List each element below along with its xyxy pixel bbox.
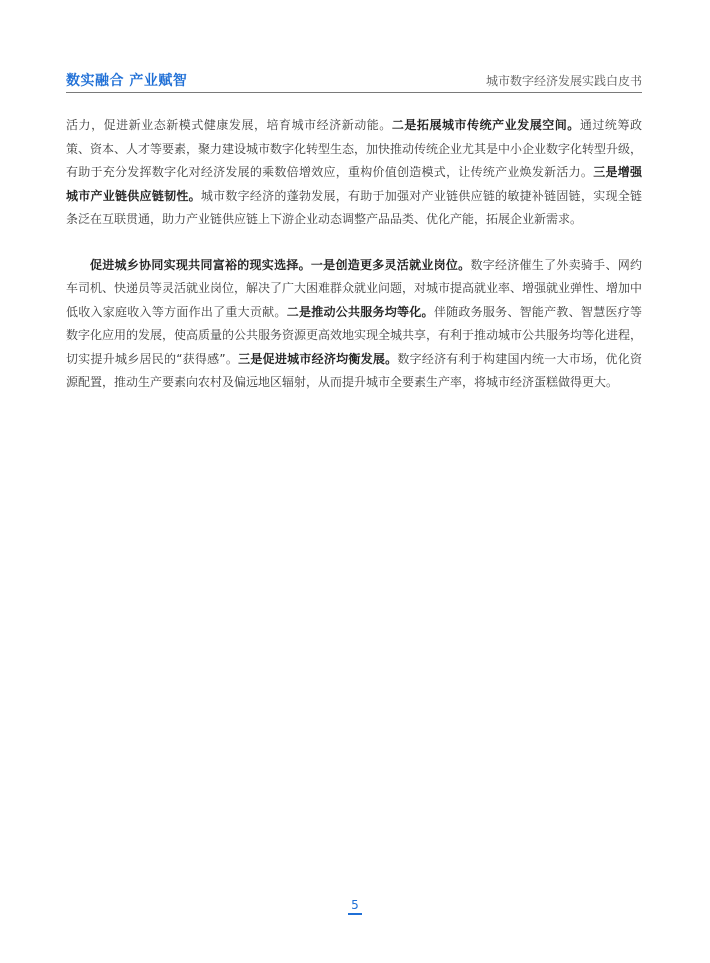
page-footer — [0, 894, 710, 915]
paragraph-bold-text: 一是创造更多灵活就业岗位。 — [310, 257, 471, 272]
paragraph-text: 数字经济催生了外卖骑手、网约车司机、快递员等灵活就业岗位，解决了广大困难群众就业问题，对城市提高就业率、增强就业弹性、增加中低收入家庭收入等方面作出了重大贡献。 — [66, 257, 643, 319]
header-section-title: 数实融合 产业赋智 — [66, 73, 188, 89]
paragraph-text: 伴随政务服务、智能产教、智慧医疗等数字化应用的发展，使高质量的公共服务资源更高效地实现全城共享，有利于推动城市公共服务均等化进程，切实提升城乡居民的“获得感”。 — [66, 304, 643, 366]
header-document-title: 城市数字经济发展实践白皮书 — [485, 74, 642, 88]
paragraph-2 — [66, 254, 642, 395]
paragraph-heading-text: 促进城乡协同实现共同富裕的现实选择。 — [90, 257, 311, 272]
paragraph-text: 数字经济有利于构建国内统一大市场，优化资源配置，推动生产要素向农村及偏远地区辐射，从而提升城市全要素生产率，将城市经济蛋糕做得更大。 — [66, 351, 642, 389]
paragraph-bold-text: 三是增强城市产业链供应链韧性。 — [66, 165, 642, 203]
paragraph-bold-text: 二是拓展城市传统产业发展空间。 — [391, 118, 580, 132]
paragraph-1 — [66, 114, 642, 232]
paragraph-text: 城市数字经济的蓬勃发展，有助于加强对产业链供应链的敏捷补链固链，实现全链条泛在互联贯通，助力产业链供应链上下游企业动态调整产品品类、优化产能，拓展企业新需求。 — [66, 188, 642, 226]
paragraph-text: 通过统筹政策、资本、人才等要素，聚力建设城市数字化转型生态，加快推动传统企业尤其是中小企业数字化转型升级，有助于充分发挥数字化对经济发展的乘数倍增效应，重构价值创造模式，让传统产业焕发新活力。 — [66, 118, 643, 179]
body-content — [66, 114, 642, 395]
page-header — [66, 72, 642, 93]
paragraph-text: 活力，促进新业态新模式健康发展，培育城市经济新动能。 — [66, 118, 392, 132]
page-number: 5 — [348, 898, 362, 915]
paragraph-bold-text: 二是推动公共服务均等化。 — [286, 304, 434, 319]
paragraph-bold-text: 三是促进城市经济均衡发展。 — [238, 351, 398, 366]
